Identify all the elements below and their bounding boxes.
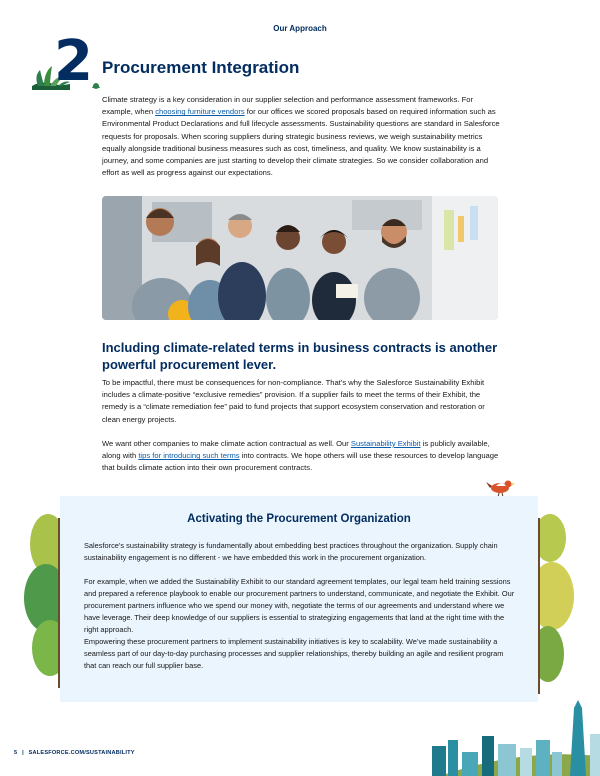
contracts-text: We want other companies to make climate action contractual as well. Our	[102, 439, 351, 448]
subsection-heading: Including climate-related terms in business contracts is another powerful procurement lever.	[102, 340, 498, 372]
footer-site-link[interactable]: SALESFORCE.COM/SUSTAINABILITY	[28, 750, 135, 756]
section-label: Our Approach	[273, 24, 327, 33]
city-skyline-illustration	[428, 696, 600, 776]
footer	[14, 750, 135, 756]
panel-paragraph: Empowering these procurement partners to implement sustainability initiatives is key to scalability. We’ve made sustainability a seamless part of our day-to-day purchasing processes and supplier relationships, thereby building an agile and resilient program that can reach our full supplier base.	[84, 637, 504, 670]
intro-text-continued: for our offices we scored proposals based on required information such as Environmental Product Declarations and full lifecycle assessments. Sustainability questions are standard in Salesforce requests for proposals. When scoring suppliers during strategic business reviews, we weigh sustainability metrics equally alongside traditional business measures such as cost, timeliness, and quality. We know sustainability is a journey, and some companies are just starting to develop their climate strategies. So we consider collaboration and effort as well as progress against our expectations.	[102, 107, 500, 178]
page-number: 5	[14, 750, 18, 756]
tips-link[interactable]: tips for introducing such terms	[138, 451, 240, 461]
page-title: Procurement Integration	[102, 58, 300, 77]
furniture-vendors-link[interactable]: choosing furniture vendors	[155, 107, 245, 117]
contracts-text-end: into contracts. We hope others will use these resources to develop language that builds climate action into their own procurement contracts.	[102, 451, 499, 473]
bird-illustration	[486, 476, 516, 498]
sustainability-exhibit-link[interactable]: Sustainability Exhibit	[350, 439, 421, 448]
footer-separator: |	[22, 750, 24, 756]
panel-paragraph: For example, when we added the Sustainability Exhibit to our standard agreement templates, our legal team held training sessions and prepared a reference playbook to enable our procurement partners to understand, communicate, and negotiate the Exhibit. Our procurement partners influence who we spend our money with, negotiate the terms of our agreements and understand where we have leverage. Their deep knowledge of our suppliers is essential to strategizing engagements that land at the right time with the right approach.	[84, 577, 515, 634]
panel-title: Activating the Procurement Organization	[187, 513, 411, 525]
intro-paragraph	[102, 94, 502, 179]
remedies-paragraph: To be impactful, there must be consequences for non-compliance. That’s why the Salesforce Sustainability Exhibit includes a climate-positive “exclusive remedies” provision. If a supplier fails to meet the terms of their Exhibit, the remedy is a “climate remediation fee” paid to fund projects that support ecosystem conservation and restoration or clean energy projects.	[102, 378, 485, 424]
section-number: 2	[54, 29, 93, 94]
panel-paragraph: Salesforce’s sustainability strategy is fundamentally about embedding best practices throughout the organization. Supply chain sustainability engagement is no different - we have embedded this work in the procurement organization.	[84, 541, 498, 562]
team-photo	[102, 196, 498, 320]
contracts-text-middle: is publicly available, along with	[102, 439, 490, 461]
tree-right-illustration	[532, 508, 578, 694]
section-number-badge	[30, 29, 100, 94]
intro-text: Climate strategy is a key consideration in our supplier selection and performance assessment frameworks. For example, when	[102, 95, 473, 117]
procurement-panel	[60, 496, 538, 702]
contracts-paragraph	[102, 438, 502, 475]
